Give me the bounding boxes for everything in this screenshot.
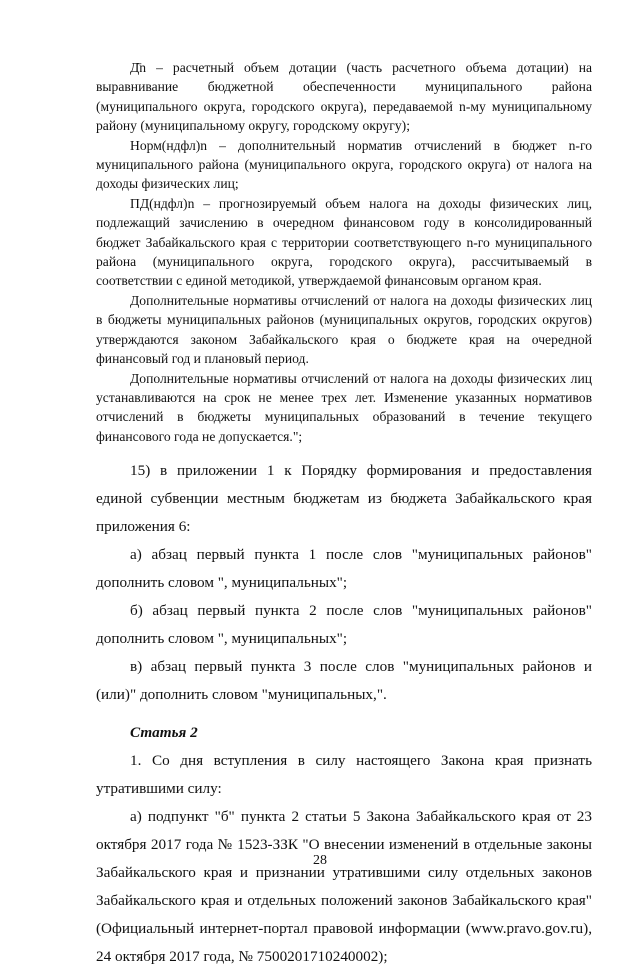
paragraph-additional-norms: Дополнительные нормативы отчислений от налога на доходы физических лиц в бюджеты муниципальных районов (муниципальных округов, городских округов) утверждаются законом Забайкальского края о бюджете края на очередной финансовый год и плановый период. <box>96 292 592 367</box>
definition-pd-ndfl: ПД(ндфл)n – прогнозируемый объем налога на доходы физических лиц, подлежащий зачислению в очередном финансовом году в консолидированный бюджет Забайкальского края с территории соответствующего n-го муниципального района (муниципального округа, городского округа), рассчитываемый в соответствии с единой методикой, утверждаемой финансовым органом края. <box>96 195 592 289</box>
item-15: 15) в приложении 1 к Порядку формирования и предоставления единой субвенции местным бюджетам из бюджета Забайкальского края приложения 6: <box>96 462 592 536</box>
definition-norm-ndfl: Норм(ндфл)n – дополнительный норматив отчислений в бюджет n-го муниципального района (муниципального округа, городского округа) от налога на доходы физических лиц; <box>96 137 592 192</box>
definition-dotation: Д̄n – расчетный объем дотации (часть расчетного объема дотации) на выравнивание бюджетной обеспеченности муниципального района (муниципального округа, городского округа), передаваемой n-му муниципальному району (муниципальному округу, городскому округу); <box>96 60 592 134</box>
item-a: а) абзац первый пункта 1 после слов "муниципальных районов" дополнить словом ", муниципальных"; <box>96 546 592 592</box>
page-number: 28 <box>313 853 327 868</box>
article-paragraph-1: 1. Со дня вступления в силу настоящего Закона края признать утратившими силу: <box>96 752 592 798</box>
item-v: в) абзац первый пункта 3 после слов "муниципальных районов и (или)" дополнить словом "муниципальных,". <box>96 658 592 704</box>
definitions-section <box>96 58 592 446</box>
item-b: б) абзац первый пункта 2 после слов "муниципальных районов" дополнить словом ", муниципальных"; <box>96 602 592 648</box>
article-heading: Статья 2 <box>130 724 198 742</box>
document-body <box>96 58 592 971</box>
amendments-section <box>96 457 592 971</box>
paragraph-norms-term: Дополнительные нормативы отчислений от налога на доходы физических лиц устанавливаются на срок не менее трех лет. Изменение указанных нормативов отчислений в бюджеты муниципальных образований в течение текущего финансового года не допускается."; <box>96 370 592 444</box>
article-subparagraph-a: а) подпункт "б" пункта 2 статьи 5 Закона Забайкальского края от 23 октября 2017 года № 1523-ЗЗК "О внесении изменений в отдельные законы Забайкальского края и признании утратившими силу отдельных законов Забайкальского края и отдельных положений законов Забайкальского края" (Официальный интернет-портал правовой информации (www.pravo.gov.ru), 24 октября 2017 года, № 7500201710240002); <box>96 808 592 966</box>
